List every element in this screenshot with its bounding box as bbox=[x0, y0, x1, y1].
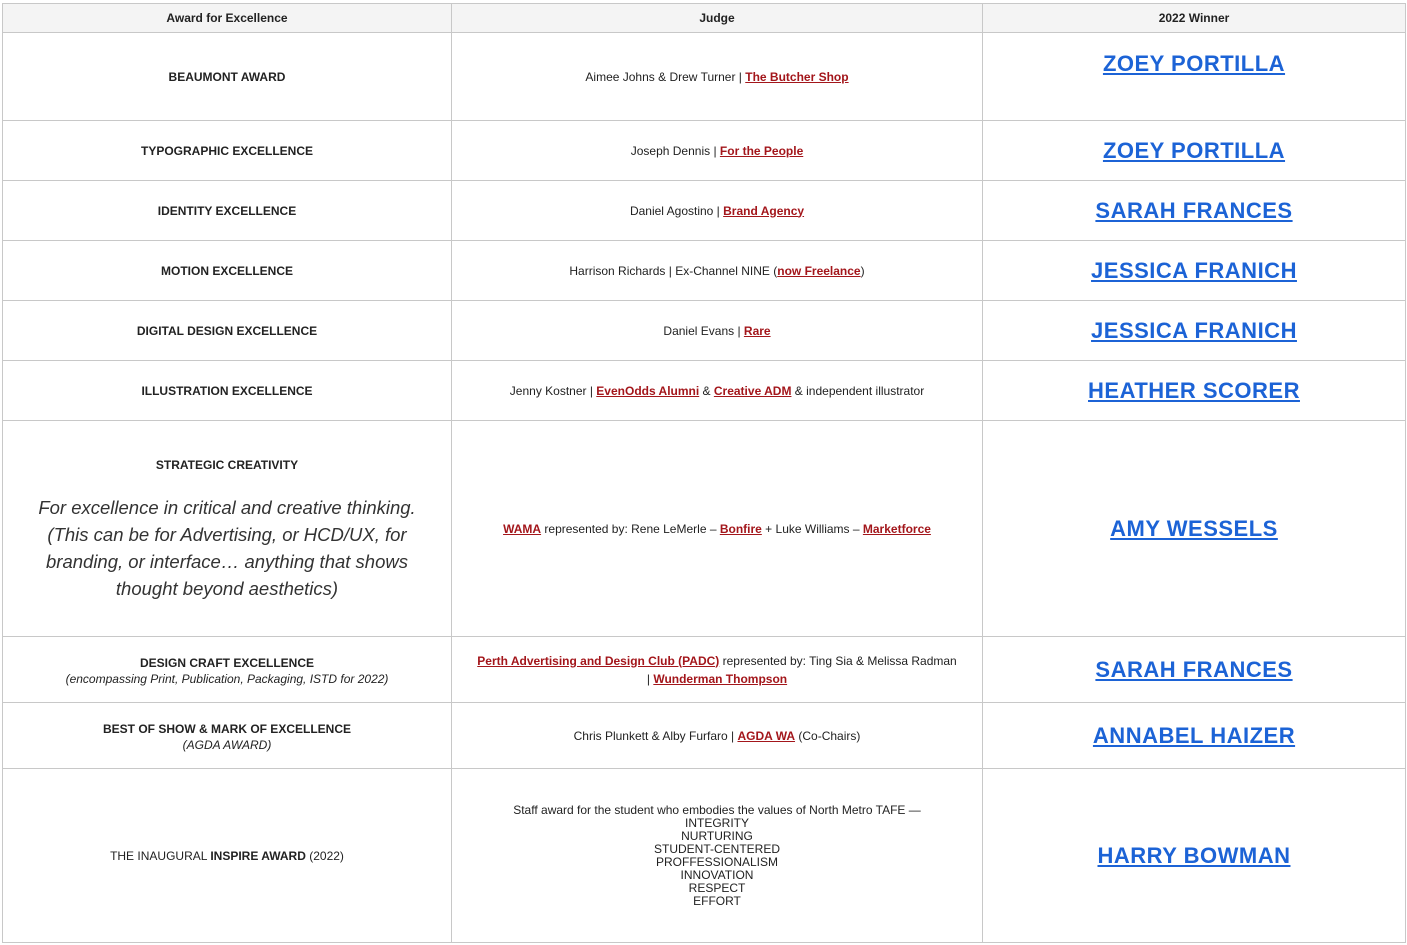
award-cell bbox=[3, 421, 452, 637]
award-cell bbox=[3, 637, 452, 703]
header-row bbox=[3, 4, 1406, 33]
judge-text-suffix: ) bbox=[860, 263, 865, 278]
winner-cell bbox=[983, 301, 1406, 361]
judge-text-separator: & bbox=[699, 383, 714, 398]
judge-intro: Staff award for the student who embodies the values of North Metro TAFE — bbox=[513, 802, 921, 817]
judge-text: represented by: Rene LeMerle – bbox=[541, 521, 720, 536]
winner-link[interactable]: JESSICA FRANICH bbox=[1091, 317, 1297, 343]
award-name: BEAUMONT AWARD bbox=[168, 69, 286, 84]
judge-agency-link[interactable]: WAMA bbox=[503, 521, 542, 536]
judge-text-suffix: & independent illustrator bbox=[791, 383, 925, 398]
award-cell bbox=[3, 703, 452, 769]
award-name: INSPIRE AWARD bbox=[210, 848, 306, 863]
judge-agency-link[interactable]: now Freelance bbox=[777, 263, 861, 278]
table-row bbox=[3, 637, 1406, 703]
winner-link[interactable]: HEATHER SCORER bbox=[1088, 377, 1300, 403]
judge-agency-link[interactable]: Perth Advertising and Design Club (PADC) bbox=[477, 653, 720, 668]
judge-text: Aimee Johns & Drew Turner | bbox=[585, 69, 746, 84]
value-item: STUDENT-CENTERED bbox=[653, 841, 780, 856]
judge-cell bbox=[452, 121, 983, 181]
winner-cell bbox=[983, 361, 1406, 421]
judge-cell bbox=[452, 769, 983, 943]
table-row bbox=[3, 301, 1406, 361]
table-row bbox=[3, 181, 1406, 241]
judge-text: + Luke Williams – bbox=[761, 521, 863, 536]
table-row bbox=[3, 241, 1406, 301]
value-item: PROFFESSIONALISM bbox=[655, 854, 779, 869]
winner-link[interactable]: SARAH FRANCES bbox=[1095, 197, 1293, 223]
judge-cell bbox=[452, 181, 983, 241]
judge-text-separator: | bbox=[646, 671, 654, 686]
award-subtitle: (AGDA AWARD) bbox=[182, 737, 272, 752]
column-header-judge: Judge bbox=[452, 4, 983, 33]
winner-link[interactable]: ANNABEL HAIZER bbox=[1092, 722, 1296, 748]
award-cell bbox=[3, 361, 452, 421]
judge-agency-link[interactable]: Brand Agency bbox=[723, 203, 805, 218]
judge-text: Chris Plunkett & Alby Furfaro | bbox=[573, 728, 738, 743]
award-subtitle: (encompassing Print, Publication, Packaging, ISTD for 2022) bbox=[65, 671, 389, 686]
table-row bbox=[3, 121, 1406, 181]
judge-text: Daniel Evans | bbox=[663, 323, 744, 338]
award-name: DIGITAL DESIGN EXCELLENCE bbox=[136, 323, 318, 338]
winner-cell bbox=[983, 703, 1406, 769]
judge-text-suffix: (Co-Chairs) bbox=[795, 728, 861, 743]
judge-agency-link[interactable]: Wunderman Thompson bbox=[653, 671, 788, 686]
table-row bbox=[3, 33, 1406, 121]
value-item: INTEGRITY bbox=[684, 815, 749, 830]
winner-link[interactable]: ZOEY PORTILLA bbox=[1102, 51, 1286, 76]
award-cell bbox=[3, 181, 452, 241]
award-name: TYPOGRAPHIC EXCELLENCE bbox=[140, 143, 314, 158]
table-row bbox=[3, 421, 1406, 637]
award-name: ILLUSTRATION EXCELLENCE bbox=[141, 383, 313, 398]
winner-cell bbox=[983, 181, 1406, 241]
judge-agency-link[interactable]: Creative ADM bbox=[713, 383, 792, 398]
judge-agency-link[interactable]: For the People bbox=[719, 143, 804, 158]
table-row bbox=[3, 769, 1406, 943]
winner-link[interactable]: JESSICA FRANICH bbox=[1091, 257, 1297, 283]
judge-agency-link[interactable]: EvenOdds Alumni bbox=[596, 383, 700, 398]
winner-cell bbox=[983, 33, 1406, 121]
award-cell bbox=[3, 769, 452, 943]
winner-link[interactable]: SARAH FRANCES bbox=[1095, 656, 1293, 682]
judge-text: Jenny Kostner | bbox=[509, 383, 597, 398]
judge-cell bbox=[452, 241, 983, 301]
award-cell bbox=[3, 301, 452, 361]
awards-table bbox=[2, 3, 1406, 943]
value-item: INNOVATION bbox=[680, 867, 754, 882]
judge-agency-link[interactable]: Rare bbox=[743, 323, 771, 338]
winner-link[interactable]: HARRY BOWMAN bbox=[1097, 842, 1291, 868]
judge-cell bbox=[452, 703, 983, 769]
judge-cell bbox=[452, 361, 983, 421]
judge-cell bbox=[452, 301, 983, 361]
column-header-award: Award for Excellence bbox=[3, 4, 452, 33]
judge-text: Harrison Richards | Ex-Channel NINE ( bbox=[569, 263, 778, 278]
award-cell bbox=[3, 121, 452, 181]
winner-cell bbox=[983, 769, 1406, 943]
judge-cell bbox=[452, 421, 983, 637]
winner-link[interactable]: ZOEY PORTILLA bbox=[1102, 137, 1286, 163]
judge-cell bbox=[452, 637, 983, 703]
judge-text: Daniel Agostino | bbox=[629, 203, 724, 218]
judge-cell bbox=[452, 33, 983, 121]
award-cell bbox=[3, 33, 452, 121]
winner-link[interactable]: AMY WESSELS bbox=[1110, 515, 1278, 541]
winner-cell bbox=[983, 241, 1406, 301]
judge-agency-link[interactable]: Marketforce bbox=[862, 521, 931, 536]
judge-agency-link[interactable]: Bonfire bbox=[719, 521, 762, 536]
value-item: NURTURING bbox=[681, 828, 753, 843]
value-item: EFFORT bbox=[693, 893, 741, 908]
winner-cell bbox=[983, 121, 1406, 181]
award-name: BEST OF SHOW & MARK OF EXCELLENCE bbox=[102, 721, 351, 736]
award-name: STRATEGIC CREATIVITY bbox=[155, 457, 299, 472]
judge-text: represented by: Ting Sia & Melissa Radman bbox=[719, 653, 957, 668]
column-header-winner: 2022 Winner bbox=[983, 4, 1406, 33]
judge-text: Joseph Dennis | bbox=[630, 143, 720, 158]
judge-agency-link[interactable]: AGDA WA bbox=[737, 728, 796, 743]
award-cell bbox=[3, 241, 452, 301]
award-name: DESIGN CRAFT EXCELLENCE bbox=[139, 655, 314, 670]
award-name-suffix: (2022) bbox=[305, 848, 344, 863]
award-name-prefix: THE INAUGURAL bbox=[110, 848, 211, 863]
table-row bbox=[3, 703, 1406, 769]
award-name: IDENTITY EXCELLENCE bbox=[157, 203, 297, 218]
table-row bbox=[3, 361, 1406, 421]
judge-agency-link[interactable]: The Butcher Shop bbox=[745, 69, 849, 84]
award-description: For excellence in critical and creative thinking. (This can be for Advertising, or HCD/UX, for branding, or interface… anything that shows thought beyond aesthetics) bbox=[38, 496, 416, 599]
winner-cell bbox=[983, 637, 1406, 703]
award-name: MOTION EXCELLENCE bbox=[160, 263, 293, 278]
value-item: RESPECT bbox=[688, 880, 746, 895]
winner-cell bbox=[983, 421, 1406, 637]
